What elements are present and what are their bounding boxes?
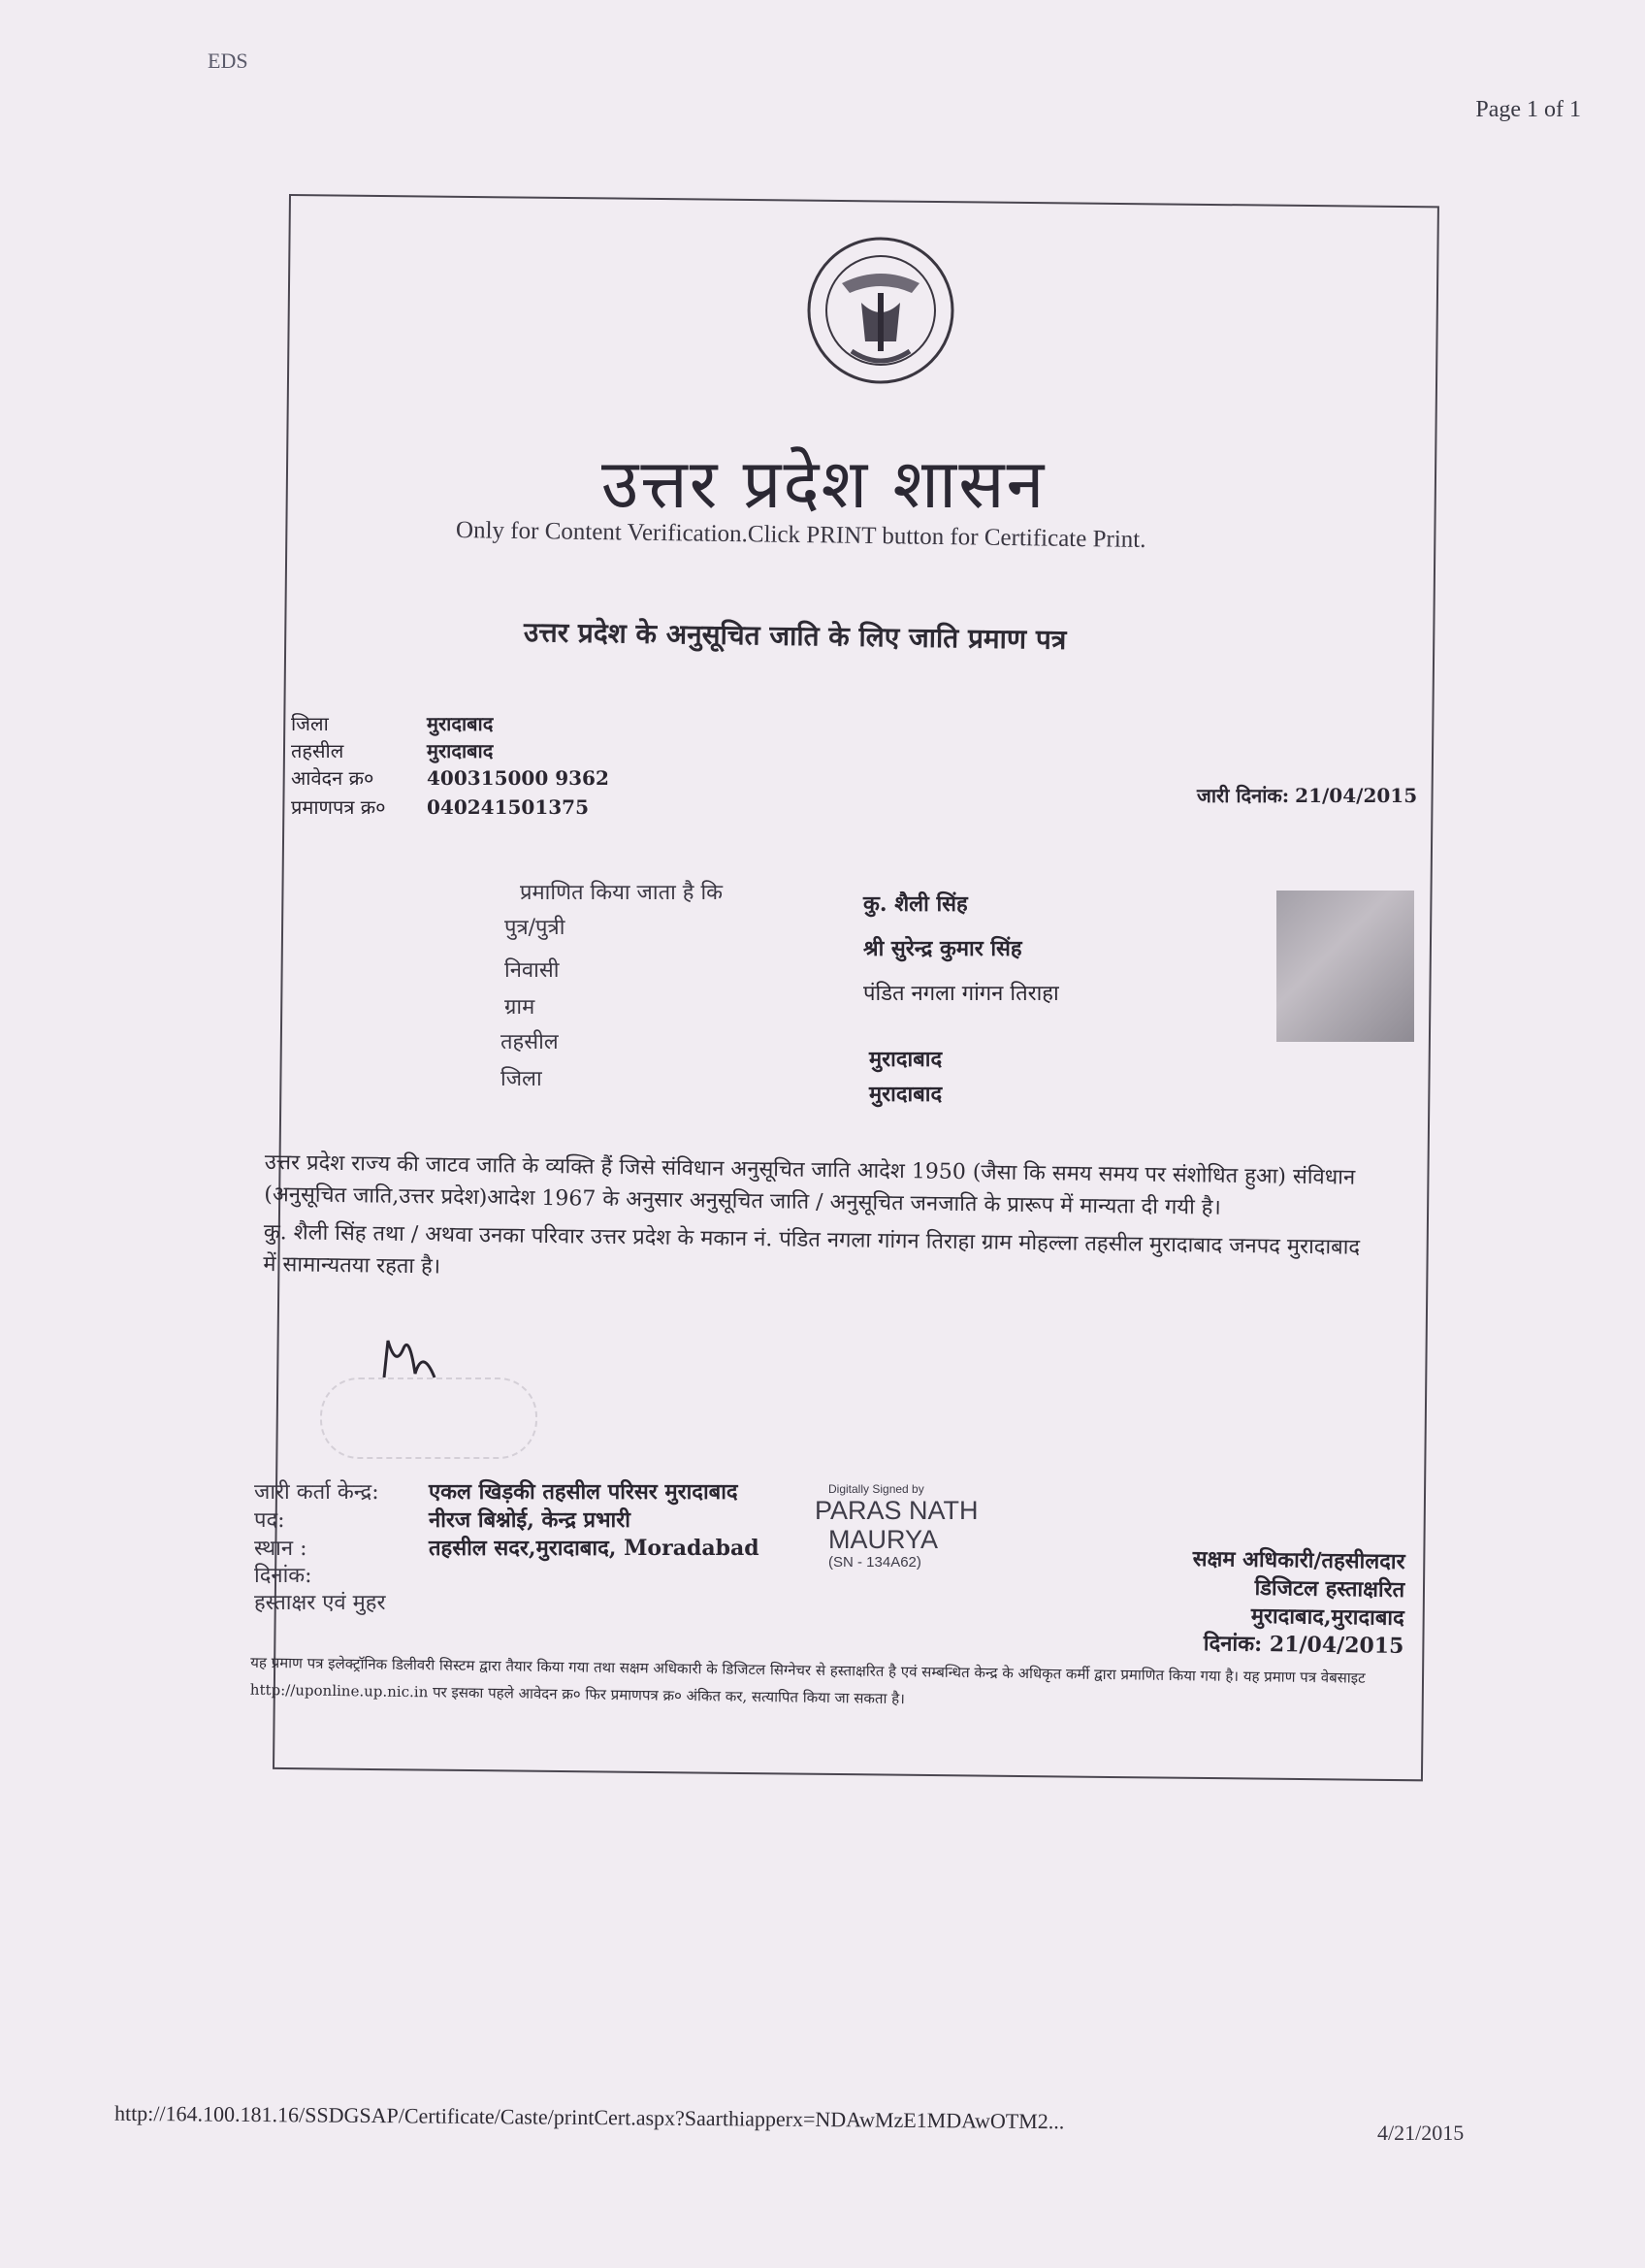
issuer-block <box>254 1478 759 1617</box>
detail-tehsil-value: मुरादाबाद <box>869 1047 943 1072</box>
up-government-emblem-icon <box>803 225 958 396</box>
digital-signer-name-line2: MAURYA <box>828 1525 939 1554</box>
application-label: आवेदन क्र० <box>291 766 374 790</box>
issuer-place-value: तहसील सदर,मुरादाबाद, Moradabad <box>429 1536 759 1561</box>
footer-note: यह प्रमाण पत्र इलेक्ट्रॉनिक डिलीवरी सिस्टम द्वारा तैयार किया गया तथा सक्षम अधिकारी के डिजिटल सिग्नेचर से हस्ताक्षरित है एवं सम्बन्धित केन्द्र के अधिकृत कर्मी द्वारा प्रमाणित किया गया है। यह प्रमाण पत्र वेबसाइट http://uponline.up.nic.in पर इसका पहले आवेदन क्र० फिर प्रमाणपत्र क्र० अंकित कर, सत्यापित किया जा सकता है। <box>249 1653 1366 1708</box>
issue-date-label: जारी दिनांक: <box>1197 784 1290 807</box>
issuer-post-label: पद: <box>254 1508 285 1533</box>
certificate-body <box>263 1147 1380 1302</box>
issuer-sign-label: हस्ताक्षर एवं मुहर <box>254 1591 386 1615</box>
certificate-number-row <box>291 794 589 820</box>
certificate-number-label: प्रमाणपत्र क्र० <box>291 795 386 819</box>
application-value: 400315000 9362 <box>427 766 609 790</box>
applicant-photo <box>1276 891 1414 1042</box>
print-url: http://164.100.181.16/SSDGSAP/Certificate/Caste/printCert.aspx?Saarthiapperx=NDAwMzE1MDAwOTM2... <box>113 2100 1065 2134</box>
authority-line2: डिजिटल हस्ताक्षरित <box>1254 1574 1405 1604</box>
district-label: जिला <box>291 712 329 735</box>
village-label: ग्राम <box>504 995 535 1020</box>
issuer-date-label: दिनांक: <box>254 1564 312 1588</box>
tehsil-row <box>291 737 493 763</box>
tehsil-label: तहसील <box>291 739 344 762</box>
issuer-centre-value: एकल खिड़की तहसील परिसर मुरादाबाद <box>429 1479 738 1505</box>
district-value: मुरादाबाद <box>427 712 494 735</box>
issue-date <box>1191 782 1417 808</box>
detail-district-label: जिला <box>500 1067 542 1091</box>
corner-mark: EDS <box>208 49 248 73</box>
authority-date-value: 21/04/2015 <box>1269 1632 1404 1660</box>
authority-date <box>1122 1629 1403 1661</box>
detail-tehsil-label: तहसील <box>500 1030 559 1054</box>
body-paragraph-caste: उत्तर प्रदेश राज्य की जाटव जाति के व्यक्ति हैं जिसे संविधान अनुसूचित जाति आदेश 1950 (जैसा कि समय समय पर संशोधित हुआ) संविधान (अनुसूचित जाति,उत्तर प्रदेश)आदेश 1967 के अनुसार अनुसूचित जाति / अनुसूचित जनजाति के प्रारूप में मान्यता दी गयी है। <box>264 1150 1356 1220</box>
resident-label: निवासी <box>504 958 560 983</box>
government-title: उत्तर प्रदेश शासन <box>601 444 1047 524</box>
digital-signature-caption: Digitally Signed by <box>828 1482 924 1496</box>
body-paragraph-residence: कु. शैली सिंह तथा / अथवा उनका परिवार उत्तर प्रदेश के मकान नं. पंडित नगला गांगन तिराहा ग्राम मोहल्ला तहसील मुरादाबाद जनपद मुरादाबाद में सामान्यतया रहता है। <box>263 1219 1361 1280</box>
authority-line3: मुरादाबाद,मुरादाबाद <box>1250 1603 1404 1632</box>
certificate-heading: उत्तर प्रदेश के अनुसूचित जाति के लिए जाति प्रमाण पत्र <box>523 616 1067 656</box>
certified-name: कु. शैली सिंह <box>863 891 968 917</box>
digital-signature-serial: (SN - 134A62) <box>828 1554 921 1571</box>
parent-label: पुत्र/पुत्री <box>504 916 565 940</box>
parent-name: श्री सुरेन्द्र कुमार सिंह <box>863 936 1022 961</box>
digital-signer-name-line1: PARAS NATH <box>815 1496 979 1525</box>
issuer-place-label: स्थान : <box>254 1537 307 1561</box>
resident-value: पंडित नगला गांगन तिराहा <box>863 982 1059 1006</box>
page-label: Page 1 of 1 <box>1475 97 1581 122</box>
detail-district-value: मुरादाबाद <box>869 1082 943 1107</box>
application-row <box>291 764 609 791</box>
digital-signature <box>815 1482 979 1571</box>
verification-note: Only for Content Verification.Click PRINT button for Certificate Print. <box>455 517 1146 553</box>
certified-label: प्रमाणित किया जाता है कि <box>520 881 724 905</box>
issuer-centre-label: जारी कर्ता केन्द्र: <box>254 1480 379 1505</box>
authority-title: सक्षम अधिकारी/तहसीलदार <box>1192 1545 1405 1575</box>
authority-date-label: दिनांक: <box>1203 1631 1263 1657</box>
tehsil-value: मुरादाबाद <box>427 739 494 762</box>
district-row <box>291 710 493 736</box>
print-date: 4/21/2015 <box>1377 2121 1465 2145</box>
issue-date-value: 21/04/2015 <box>1295 784 1418 807</box>
faded-stamp <box>320 1377 537 1459</box>
competent-authority <box>1122 1544 1405 1661</box>
issuer-post-value: नीरज बिश्नोई, केन्द्र प्रभारी <box>429 1507 630 1533</box>
certificate-number-value: 040241501375 <box>427 795 589 819</box>
